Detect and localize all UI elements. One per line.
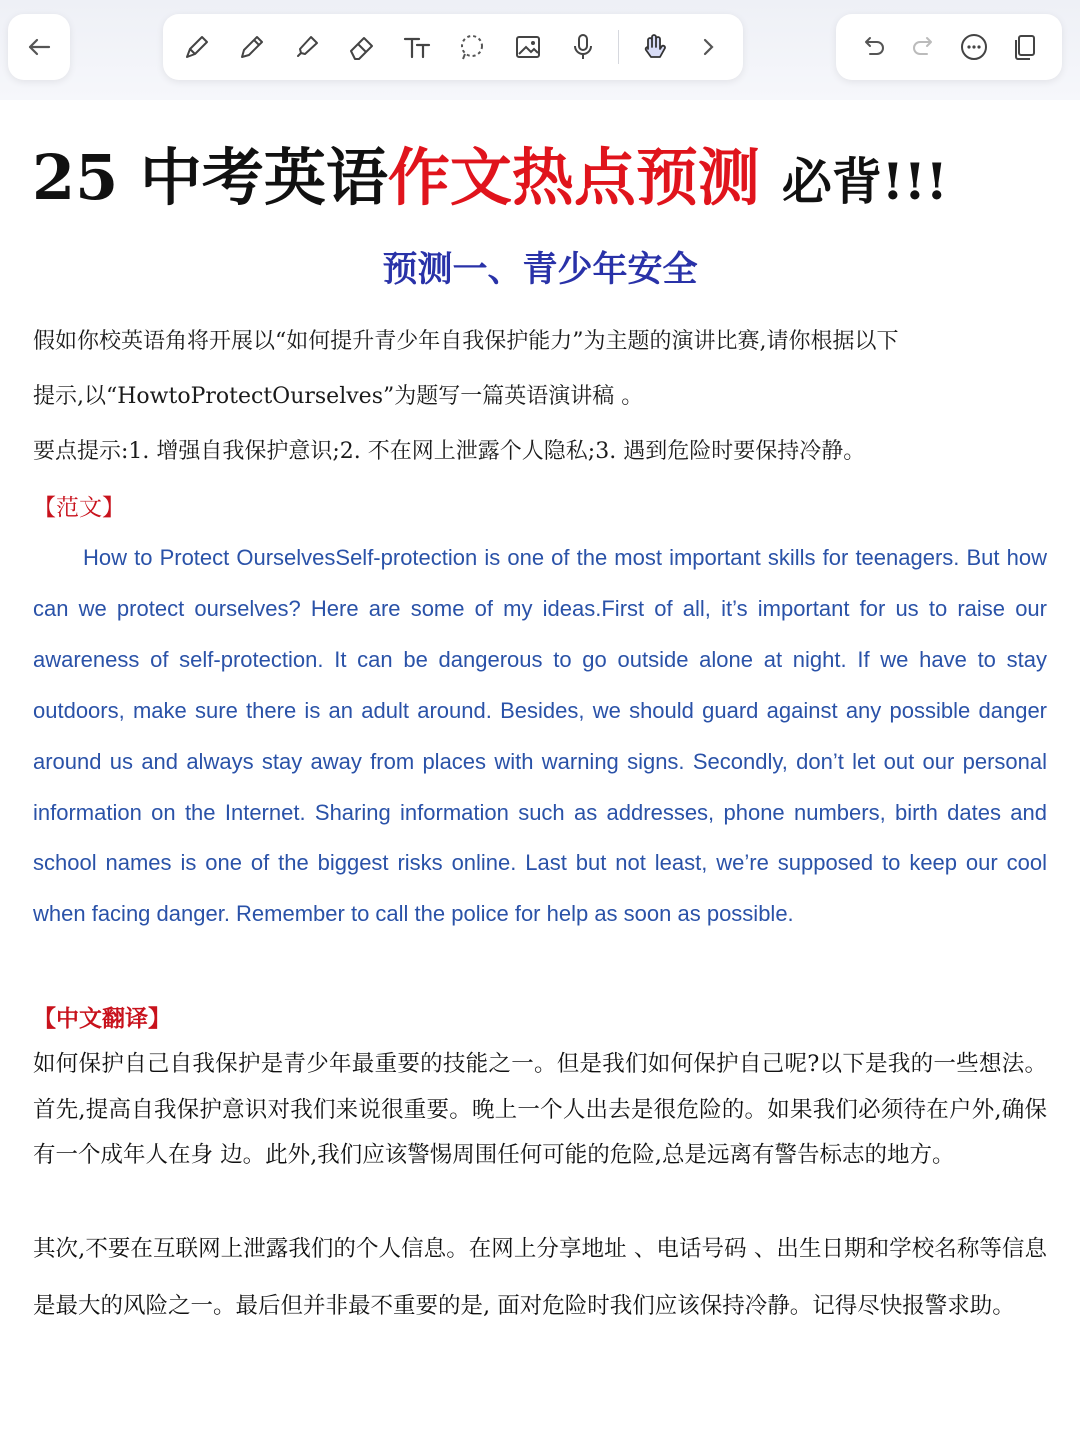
sample-essay-label: 【范文】 bbox=[33, 495, 125, 521]
pages-icon[interactable] bbox=[1005, 27, 1045, 67]
prompt-line-3: 要点提示:1. 增强自我保护意识;2. 不在网上泄露个人隐私;3. 遇到危险时要保持冷静。 bbox=[33, 439, 866, 464]
translation-label: 【中文翻译】 bbox=[33, 1005, 171, 1032]
app-toolbar bbox=[0, 0, 1080, 100]
toolbar-divider bbox=[618, 30, 619, 64]
microphone-icon[interactable] bbox=[563, 27, 603, 67]
action-group bbox=[836, 14, 1062, 80]
undo-icon[interactable] bbox=[853, 27, 893, 67]
image-icon[interactable] bbox=[508, 27, 548, 67]
lasso-icon[interactable] bbox=[452, 27, 492, 67]
prompt-line-1: 假如你校英语角将开展以“如何提升青少年自我保护能力”为主题的演讲比赛,请你根据以下 bbox=[33, 329, 899, 354]
highlighter-icon[interactable] bbox=[287, 27, 327, 67]
translation-paragraph-2: 其次,不要在互联网上泄露我们的个人信息。在网上分享地址 、电话号码 、出生日期和学校名称等信息是最大的风险之一。最后但并非最不重要的是, 面对危险时我们应该保持冷静。记得尽快报警求助。 bbox=[33, 1236, 1047, 1319]
section-subtitle: 预测一、青少年安全 bbox=[382, 250, 698, 290]
title-part-1: 25 中考英语 bbox=[32, 141, 388, 214]
title-part-2: 作文热点预测 bbox=[387, 141, 760, 214]
arrow-left-icon[interactable] bbox=[19, 27, 59, 67]
back-button[interactable] bbox=[8, 14, 70, 80]
prompt-line-2: 提示,以“HowtoProtectOurselves”为题写一篇英语演讲稿 。 bbox=[33, 384, 644, 409]
translation-paragraph-1: 如何保护自己自我保护是青少年最重要的技能之一。但是我们如何保护自己呢?以下是我的一些想法。首先,提高自我保护意识对我们来说很重要。晚上一个人出去是很危险的。如果我们必须待在户外,确保有一个成年人在身 边。此外,我们应该警惕周围任何可能的危险,总是远离有警告标志的地方。 bbox=[33, 1051, 1047, 1169]
chevron-right-icon[interactable] bbox=[689, 27, 729, 67]
redo-icon[interactable] bbox=[904, 27, 944, 67]
pencil-icon[interactable] bbox=[232, 27, 272, 67]
page-title bbox=[32, 138, 1062, 222]
tool-palette bbox=[163, 14, 743, 80]
hand-icon[interactable] bbox=[634, 27, 674, 67]
title-part-3: 必背!!! bbox=[781, 152, 948, 211]
sample-essay-text: How to Protect OurselvesSelf-protection is one of the most important skills for teenagers. But how can we protect ourselves? Here are some of my ideas.First of all, it’s important for us to raise our awareness of self-protection. It can be dangerous to go outside alone at night. If we have to stay outdoors, make sure there is an adult around. Besides, we should guard against any possible danger around us and always stay away from places with warning signs. Secondly, don’t let out our personal information on the Internet. Sharing information such as addresses, phone numbers, birth dates and school names is one of the biggest risks online. Last but not least, we’re supposed to keep our cool when facing danger. Remember to call the police for help as soon as possible. bbox=[33, 545, 1047, 927]
more-icon[interactable] bbox=[954, 27, 994, 67]
pen-icon[interactable] bbox=[177, 27, 217, 67]
eraser-icon[interactable] bbox=[342, 27, 382, 67]
text-tool-icon[interactable] bbox=[397, 27, 437, 67]
